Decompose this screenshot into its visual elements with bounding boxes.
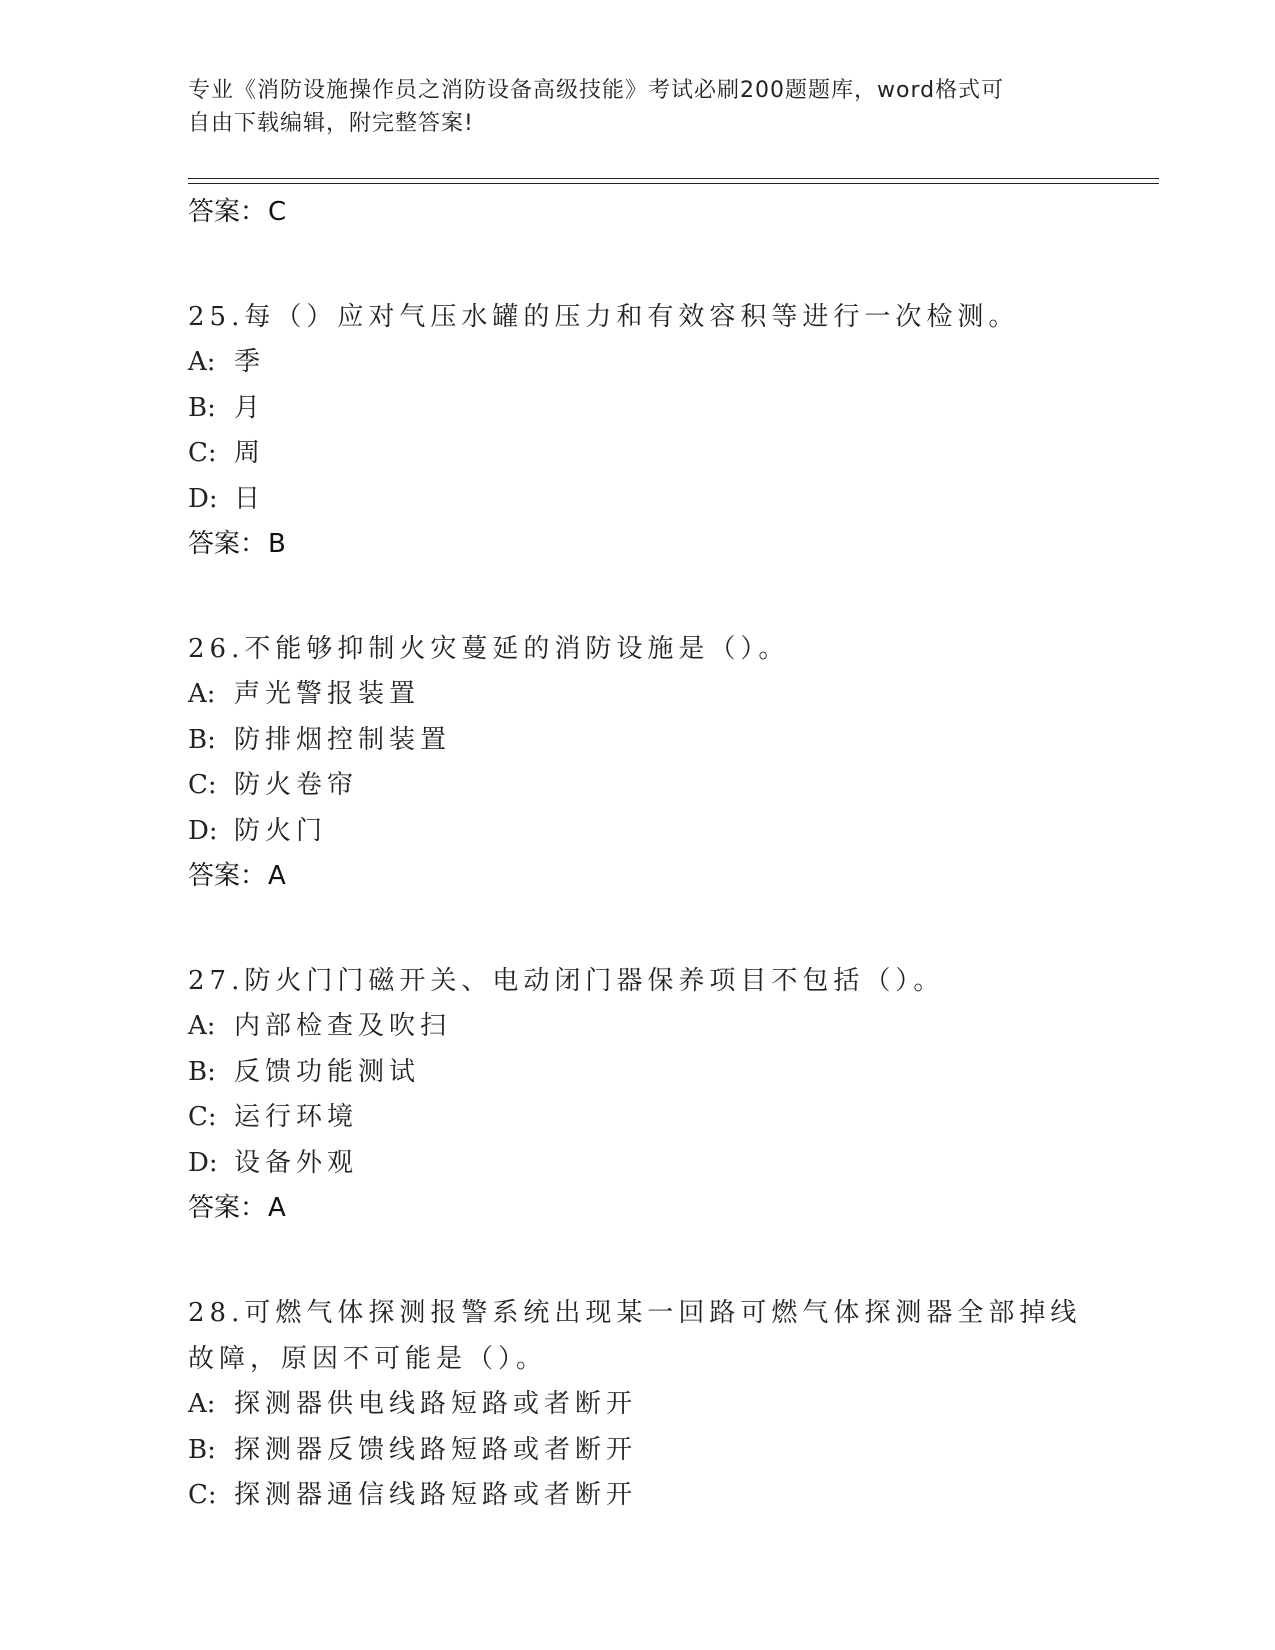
question-stem [188,626,1088,672]
option-letter: A: [188,1011,216,1041]
question-number: 25. [188,302,245,332]
header-line-1: 专业《消防设施操作员之消防设备高级技能》考试必刷200题题库，word格式可 [188,78,1005,103]
question-stem [188,958,1088,1004]
question-number: 28. [188,1298,245,1328]
option-letter: C: [188,438,217,468]
header-line-2: 自由下载编辑，附完整答案! [188,111,474,136]
option-text: 声光警报装置 [234,679,421,709]
header-divider-top [188,178,1159,179]
question-list [188,190,1088,1519]
option-c [188,431,1088,477]
option-b [188,1050,1088,1096]
option-letter: A: [188,347,216,377]
option-letter: D: [188,815,218,846]
option-a [188,672,1088,718]
option-text: 探测器供电线路短路或者断开 [234,1389,638,1419]
option-letter: C: [188,1480,217,1510]
option-letter: D: [188,483,218,514]
option-letter: B: [188,1434,216,1465]
question-text: 每（）应对气压水罐的压力和有效容积等进行一次检测。 [244,302,1020,332]
option-c [188,1095,1088,1141]
option-text: 反馈功能测试 [234,1056,421,1087]
question-25 [188,294,1088,566]
question-text: 不能够抑制火灾蔓延的消防设施是（）。 [244,634,790,664]
answer-value: A [268,1193,286,1223]
option-text: 探测器通信线路短路或者断开 [234,1480,638,1510]
question-text: 防火门门磁开关、电动闭门器保养项目不包括（）。 [244,966,945,996]
option-text: 日 [234,483,266,514]
answer-label: 答案： [188,197,267,227]
question-number: 26. [188,634,245,664]
option-letter: C: [188,1102,217,1132]
option-b [188,718,1088,764]
option-letter: B: [188,724,216,755]
answer-label: 答案： [188,861,267,891]
option-text: 防火卷帘 [234,770,359,800]
question-number: 27. [188,966,245,996]
option-d [188,1141,1088,1187]
option-letter: B: [188,1056,216,1087]
option-text: 设备外观 [234,1147,359,1178]
option-a [188,1382,1088,1428]
option-text: 月 [234,392,266,423]
option-text: 防排烟控制装置 [234,724,452,755]
option-text: 季 [234,347,266,377]
answer-value: C [268,197,287,227]
question-27 [188,958,1088,1230]
header-divider-bottom [188,183,1159,184]
option-text: 防火门 [234,815,328,846]
option-d [188,477,1088,523]
option-letter: C: [188,770,217,800]
option-letter: D: [188,1147,218,1178]
option-c [188,763,1088,809]
option-text: 探测器反馈线路短路或者断开 [234,1434,638,1465]
document-header [188,74,1068,140]
answer-label: 答案： [188,529,267,559]
option-b [188,1428,1088,1474]
option-text: 运行环境 [234,1102,359,1132]
option-text: 周 [234,438,266,468]
answer-line [188,854,1088,898]
option-letter: A: [188,679,216,709]
option-text: 内部检查及吹扫 [234,1011,452,1041]
option-c [188,1473,1088,1519]
answer-value: B [268,529,286,559]
option-a [188,1004,1088,1050]
question-stem [188,1290,1088,1382]
option-letter: A: [188,1389,216,1419]
answer-line [188,190,1088,234]
option-d [188,809,1088,855]
answer-line [188,1186,1088,1230]
question-28 [188,1290,1088,1519]
option-b [188,386,1088,432]
question-26 [188,626,1088,898]
option-a [188,340,1088,386]
answer-label: 答案： [188,1193,267,1223]
answer-line [188,522,1088,566]
answer-value: A [268,861,286,891]
option-letter: B: [188,392,216,423]
question-text: 可燃气体探测报警系统出现某一回路可燃气体探测器全部掉线故障，原因不可能是（）。 [188,1298,1082,1374]
question-stem [188,294,1088,340]
